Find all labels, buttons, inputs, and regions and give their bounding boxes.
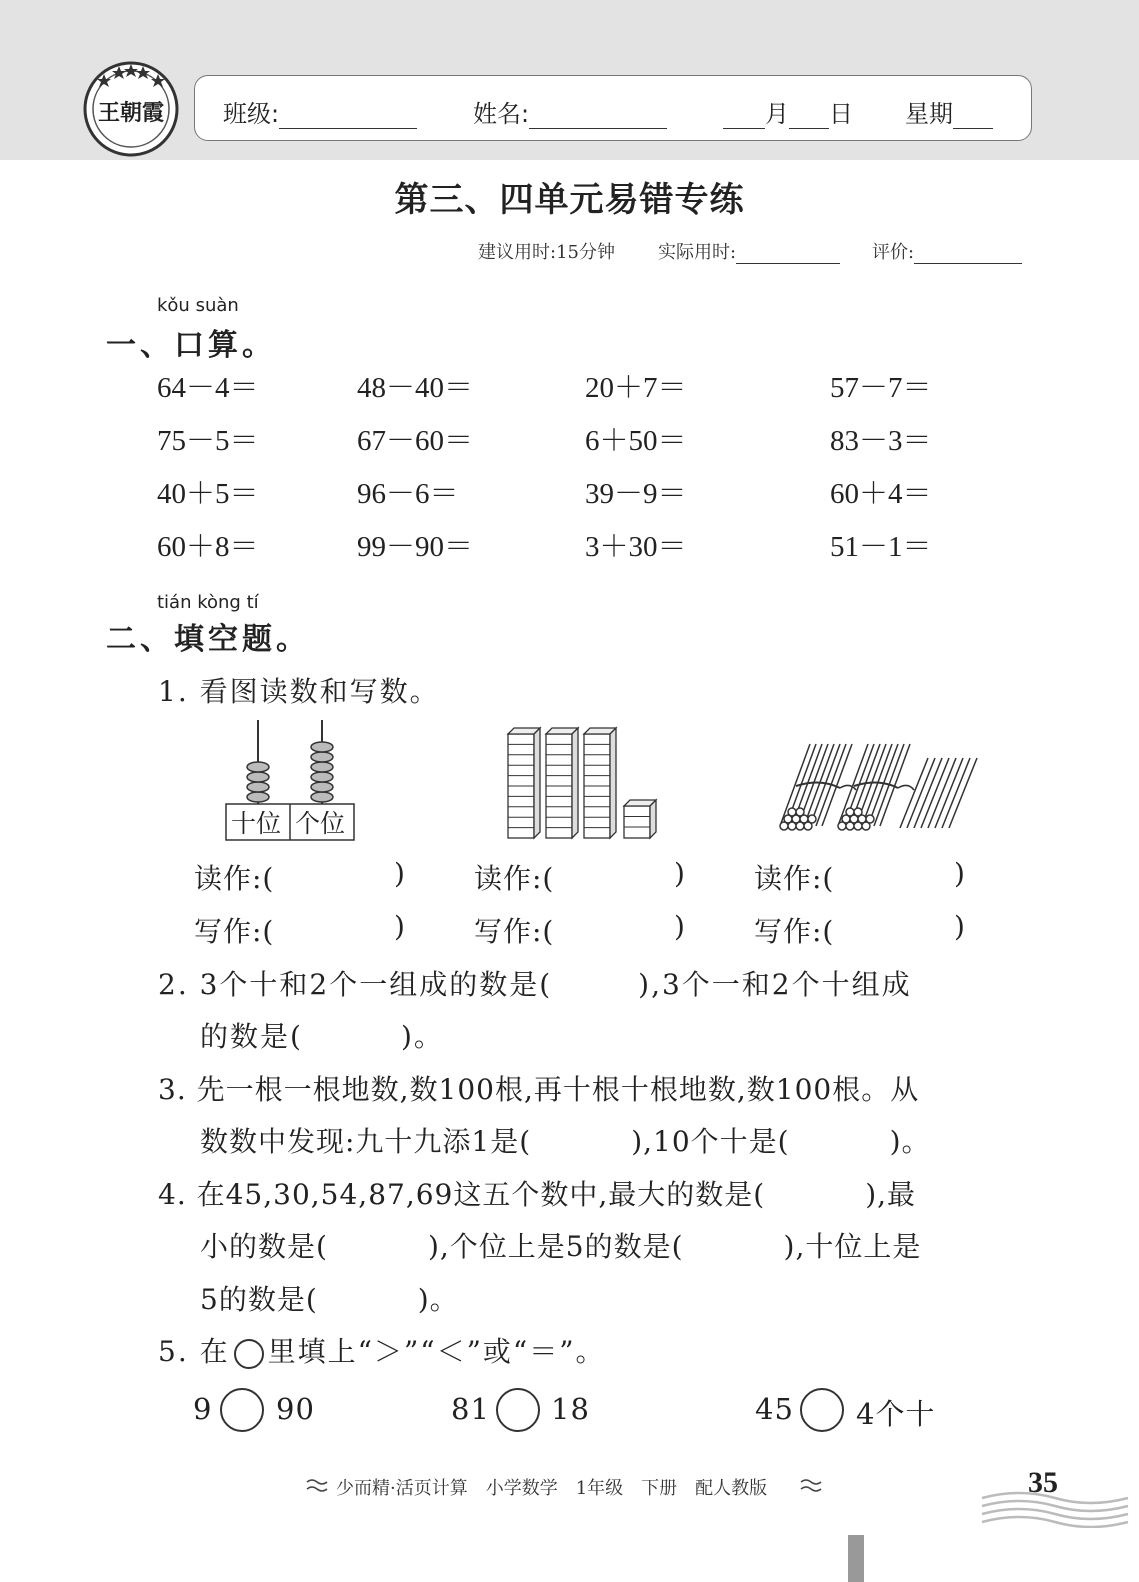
actual-time bbox=[658, 238, 840, 264]
question-4-line2 bbox=[200, 1225, 921, 1265]
actual-time-label: 实际用时: bbox=[658, 242, 737, 263]
mental-math-item: 67－60＝ bbox=[357, 425, 474, 457]
circle-icon bbox=[234, 1339, 264, 1369]
actual-time-blank[interactable] bbox=[736, 245, 840, 264]
mental-math-item: 83－3＝ bbox=[830, 425, 932, 457]
compare-circle-input[interactable] bbox=[220, 1388, 264, 1432]
suggested-time: 建议用时:15分钟 bbox=[478, 242, 615, 263]
write-as-blank[interactable] bbox=[574, 914, 664, 946]
question-2-line1 bbox=[158, 963, 912, 1003]
q4-text-d: ),个位上是5的数是( bbox=[427, 1230, 684, 1263]
read-as-label: 读作:( bbox=[474, 862, 555, 895]
day-label: 日 bbox=[829, 100, 853, 128]
q4-text-f: 5的数是( bbox=[200, 1283, 318, 1316]
ones-place-label: 个位 bbox=[295, 809, 346, 838]
compare-circle-input[interactable] bbox=[496, 1388, 540, 1432]
read-as-label: 读作:( bbox=[194, 862, 275, 895]
q4-text-a: 4. 在45,30,54,87,69这五个数中,最大的数是( bbox=[158, 1178, 766, 1211]
compare-left-value: 81 bbox=[451, 1392, 490, 1426]
weekday-blank[interactable] bbox=[953, 102, 993, 129]
q2-text-b: ),3个一和2个十组成 bbox=[638, 968, 912, 1001]
brand-logo bbox=[82, 60, 180, 158]
compare-right-value: 18 bbox=[551, 1392, 590, 1426]
footer-text: 少而精·活页计算 小学数学 1年级 下册 配人教版 bbox=[336, 1478, 768, 1499]
mental-math-item: 57－7＝ bbox=[830, 372, 932, 404]
read-as-blank[interactable] bbox=[574, 861, 664, 893]
name-label: 姓名: bbox=[473, 100, 530, 128]
compare-right-value: 90 bbox=[276, 1392, 315, 1426]
evaluation-label: 评价: bbox=[872, 242, 915, 263]
date-field bbox=[723, 94, 853, 129]
mental-math-item: 40＋5＝ bbox=[157, 478, 259, 510]
write-as-blank[interactable] bbox=[294, 914, 384, 946]
mental-math-item: 75－5＝ bbox=[157, 425, 259, 457]
weekday-label: 星期 bbox=[905, 100, 953, 128]
question-4-line1 bbox=[158, 1173, 916, 1213]
class-field bbox=[223, 94, 417, 129]
write-as-close-paren: ) bbox=[394, 910, 406, 943]
page-edge-tab bbox=[848, 1535, 864, 1582]
page-number: 35 bbox=[1028, 1466, 1058, 1499]
month-label: 月 bbox=[765, 100, 789, 128]
question-4-line3 bbox=[200, 1278, 459, 1318]
mental-math-item: 20＋7＝ bbox=[585, 372, 687, 404]
mental-math-item: 99－90＝ bbox=[357, 531, 474, 563]
q2-text-c: 的数是( bbox=[200, 1020, 303, 1053]
section2-heading: 二、填空题。 bbox=[106, 622, 310, 657]
question-3-line2 bbox=[200, 1120, 931, 1160]
mental-math-item: 60＋4＝ bbox=[830, 478, 932, 510]
mental-math-item: 3＋30＝ bbox=[585, 531, 687, 563]
question-3-line1: 3. 先一根一根地数,数100根,再十根十根地数,数100根。从 bbox=[158, 1073, 920, 1106]
read-as-label: 读作:( bbox=[754, 862, 835, 895]
read-as-close-paren: ) bbox=[954, 857, 966, 890]
q2-text-a: 2. 3个十和2个一组成的数是( bbox=[158, 968, 553, 1001]
section2-pinyin: tián kòng tí bbox=[157, 592, 259, 613]
footer-wave-left-icon bbox=[306, 1478, 328, 1494]
q4-text-b: ),最 bbox=[865, 1178, 917, 1211]
compare-circle-input[interactable] bbox=[800, 1388, 844, 1432]
q2-text-d: )。 bbox=[400, 1020, 444, 1053]
q5-text-a: 5. 在 bbox=[158, 1335, 230, 1368]
q3-text-b: 数数中发现:九十九添1是( bbox=[200, 1125, 532, 1158]
question-5 bbox=[158, 1330, 606, 1370]
mental-math-item: 64－4＝ bbox=[157, 372, 259, 404]
q3-text-c: ),10个十是( bbox=[631, 1125, 790, 1158]
student-info-box bbox=[194, 75, 1032, 141]
stick-bundles-figure bbox=[770, 738, 982, 838]
day-blank[interactable] bbox=[789, 102, 829, 129]
class-blank[interactable] bbox=[279, 102, 417, 129]
name-field bbox=[473, 94, 667, 129]
write-as-label: 写作:( bbox=[754, 915, 835, 948]
write-as-label: 写作:( bbox=[194, 915, 275, 948]
write-as-close-paren: ) bbox=[954, 910, 966, 943]
footer-wave-right-icon bbox=[800, 1478, 822, 1494]
write-as-blank[interactable] bbox=[854, 914, 944, 946]
question-1: 1. 看图读数和写数。 bbox=[158, 675, 440, 708]
read-as-close-paren: ) bbox=[674, 857, 686, 890]
read-as-blank[interactable] bbox=[854, 861, 944, 893]
question-2-line2 bbox=[200, 1015, 444, 1055]
section1-pinyin: kǒu suàn bbox=[157, 295, 239, 316]
compare-left-value: 45 bbox=[755, 1392, 794, 1426]
compare-left-value: 9 bbox=[193, 1392, 213, 1426]
write-as-label: 写作:( bbox=[474, 915, 555, 948]
evaluation-blank[interactable] bbox=[914, 245, 1022, 264]
page-title: 第三、四单元易错专练 bbox=[394, 180, 745, 220]
mental-math-item: 96－6＝ bbox=[357, 478, 459, 510]
read-as-blank[interactable] bbox=[294, 861, 384, 893]
q4-text-e: ),十位上是 bbox=[783, 1230, 922, 1263]
compare-right-value: 4个十 bbox=[856, 1397, 936, 1431]
base-ten-blocks-figure bbox=[506, 726, 658, 840]
month-blank[interactable] bbox=[723, 102, 765, 129]
mental-math-item: 39－9＝ bbox=[585, 478, 687, 510]
class-label: 班级: bbox=[223, 100, 280, 128]
weekday-field bbox=[905, 94, 993, 129]
brand-name: 王朝霞 bbox=[97, 100, 165, 126]
mental-math-item: 6＋50＝ bbox=[585, 425, 687, 457]
write-as-close-paren: ) bbox=[674, 910, 686, 943]
q5-text-b: 里填上“＞”“＜”或“＝”。 bbox=[267, 1335, 606, 1368]
q3-text-d: )。 bbox=[889, 1125, 931, 1158]
mental-math-item: 51－1＝ bbox=[830, 531, 932, 563]
q4-text-g: )。 bbox=[417, 1283, 459, 1316]
section1-heading: 一、口算。 bbox=[106, 328, 276, 363]
tens-place-label: 十位 bbox=[231, 809, 282, 838]
name-blank[interactable] bbox=[529, 102, 667, 129]
mental-math-item: 60＋8＝ bbox=[157, 531, 259, 563]
evaluation bbox=[872, 238, 1022, 264]
read-as-close-paren: ) bbox=[394, 857, 406, 890]
mental-math-item: 48－40＝ bbox=[357, 372, 474, 404]
q4-text-c: 小的数是( bbox=[200, 1230, 328, 1263]
